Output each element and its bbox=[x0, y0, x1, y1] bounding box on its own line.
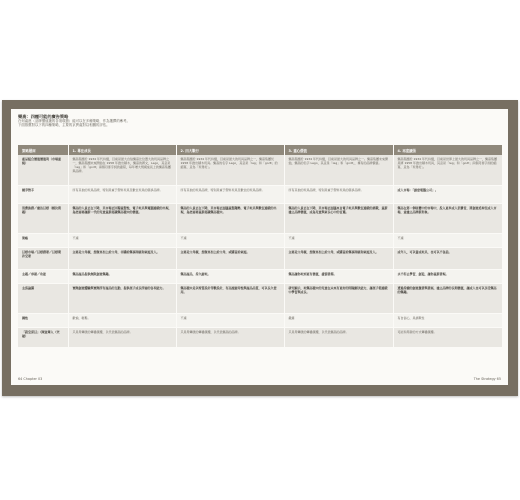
row-label: 目標市場／目標群眾／目標期許受眾 bbox=[18, 247, 68, 269]
table-cell: 所有其他的玩具品牌，特別是重于塑料玩具及數位的玩具品牌。 bbox=[176, 185, 284, 203]
header-cell: 2. 四大戰行 bbox=[176, 145, 284, 155]
table-cell: 不適 bbox=[68, 233, 176, 247]
table-cell: 主要是父母親，想做再加上給父母，或購買給樂事開就和家庭及人。 bbox=[284, 247, 393, 269]
table-cell: 樂高產品，持久耐玩。 bbox=[176, 269, 284, 283]
table-row bbox=[18, 327, 502, 347]
table-cell: 可能和用新的方式傳播媒體。 bbox=[393, 327, 502, 347]
table-cell: 不適 bbox=[176, 313, 284, 327]
table-row bbox=[18, 203, 502, 233]
table-cell: 樂高讓你玩到更有價值，盡情發揮。 bbox=[284, 269, 393, 283]
table-cell: 歡愉，輕鬆。 bbox=[68, 313, 176, 327]
row-label: 主題／承諾／功能 bbox=[18, 269, 68, 283]
strategy-table bbox=[18, 145, 503, 348]
table-row bbox=[18, 155, 502, 185]
table-cell: 不適 bbox=[393, 233, 502, 247]
table-row bbox=[18, 283, 502, 313]
page bbox=[11, 109, 508, 385]
row-label: 主張論據 bbox=[18, 283, 68, 313]
page-subtitle-line-1: 在何處進（品牌價值鏈的各項環節）能可以在多種策略，作為選擇的參考。 bbox=[18, 119, 130, 123]
table-row bbox=[18, 247, 502, 269]
table-cell: 樂高集團於 1934 年代持續，目前是最大的玩具品牌之一。樂高集團未來開始，樂高的名字 Lego，其意是「leg」和「godt」，擁有的品牌價值。 bbox=[284, 155, 393, 185]
table-cell: 樂高集團於 1934 年代持續，目前是世界上最大的玩具品牌之一，樂高集團是將 1958 年推出積木玩具，其意是「leg」和「godt」兩個丹麥字詞的縮寫，意為「玩得好」。 bbox=[393, 155, 502, 185]
table-cell: 樂高積木是以特質設計等數設計，有高度耐用性與產品品質，可以長久使用。 bbox=[176, 283, 284, 313]
table-cell: 所有其他的玩具品牌，特別是重于塑料玩具及數位玩具的競爭品牌。 bbox=[68, 185, 176, 203]
table-cell: 樂高集團於 1934 年代持續，目前是最大的玩具品牌之一，樂高集團於 1958 年推出積木玩具。樂高的名字 Lego，其意是「leg」和「godt」的縮寫，意為「玩得好」。 bbox=[176, 155, 284, 185]
page-subtitle-line-2: 下面推薦對以下的四種策略，主要的京異處對以相關的評估。 bbox=[18, 123, 110, 128]
row-label: 產品組合價值價值利（市場面貌） bbox=[18, 155, 68, 185]
table-cell: 樂高的人員正在下降，其市場正回獨重塑性，電子玩具與電腦遊戲的出現，為此需要讓新一代的兒童重新認識樂高積木的價值。 bbox=[68, 203, 176, 233]
header-cell: 策略層面 bbox=[18, 145, 68, 155]
table-cell: 主要是父母親，想做再加上給父母，非購給樂事開就和家庭及人。 bbox=[68, 247, 176, 269]
title-block bbox=[18, 114, 318, 128]
header-cell: 4. 再度擴張 bbox=[393, 145, 502, 155]
table-cell: 成年人，可以當成玩具，也可以不包括。 bbox=[393, 247, 502, 269]
table-cell: 只是用傳統的傳播媒體，以代表樂高的品牌。 bbox=[284, 327, 393, 347]
table-cell: 樂高的人員正在下降，其市場正面臨重塑趨勢，電子玩具與數位遊戲的出現，為此需要重新認識樂高積木。 bbox=[176, 203, 284, 233]
table-row bbox=[18, 185, 502, 203]
table-cell: 樂高在第一個收穫中的市場中，投入更多成人消費者，將創意延伸至成人市場，並建立品牌新形象。 bbox=[393, 203, 502, 233]
table-row bbox=[18, 313, 502, 327]
table-cell: 只是用傳統的傳播媒體，以代表樂高的品牌。 bbox=[68, 327, 176, 347]
table-cell: 永不停止學習，創造，讓你重新發現。 bbox=[393, 269, 502, 283]
header-cell: 1. 專注成長 bbox=[68, 145, 176, 155]
page-title: 樂高：四種可能的廣告策略 bbox=[18, 114, 69, 119]
book-spread bbox=[2, 100, 518, 396]
row-label: 競爭對手 bbox=[18, 185, 68, 203]
table-cell: 不適 bbox=[284, 233, 393, 247]
table-cell: 透過持續的創意激發與發展，建立品牌的長期價值，讓成人也可以享受樂高的樂趣。 bbox=[393, 283, 502, 313]
page-number-left: 64 Chapter 03 bbox=[18, 377, 43, 381]
table-cell: 所有其他的玩具品牌，特別是重于塑料玩具的競爭品牌。 bbox=[284, 185, 393, 203]
row-label: 調性 bbox=[18, 313, 68, 327]
header-cell: 3. 重心價值 bbox=[284, 145, 393, 155]
table-cell: 實際創意體驗與實際所有產品的互動，提供孩子成長所需的各項能力。 bbox=[68, 283, 176, 313]
table-cell: 不適 bbox=[176, 233, 284, 247]
table-cell: 樂高的人員正在下降，其市場正面臨來自電子玩具與數位遊戲的挑戰，重新建立品牌價值，成為兒童與家長心中的首選。 bbox=[284, 203, 393, 233]
table-cell: 樂高集團於 1934 年代持續，目前是最大自信樂高比位置大的玩具品牌之一，樂高集團未來開始在 1958 年推出積木，樂高的將文，Lego，其意是「leg」和「godt」兩個丹麥字詞的縮寫，每年增大規模成長上的樂高集團與品牌。 bbox=[68, 155, 176, 185]
table-header-row bbox=[18, 145, 502, 155]
table-cell: 只是用傳統的傳播媒體，以代表樂高的品牌。 bbox=[176, 327, 284, 347]
table-row bbox=[18, 233, 502, 247]
row-label: 消費族群／廣告目標（解決問題） bbox=[18, 203, 68, 233]
table-cell: 樂高產品提供無限創意樂趣。 bbox=[68, 269, 176, 283]
table-row bbox=[18, 269, 502, 283]
page-number-right: The Strategy 65 bbox=[473, 377, 501, 381]
row-label: 「殺至深目」（陳宣傳入（突破） bbox=[18, 327, 68, 347]
table-cell: 研究顯示，玩樂高積木的兒童在未來有更好的問題解決能力，讓孩子從遊戲中學習與成長。 bbox=[284, 283, 393, 313]
table-cell: 成人市場：「創意電腦公司」。 bbox=[393, 185, 502, 203]
table-cell: 主要是父母親，想做再加上給父母，或購買給家庭。 bbox=[176, 247, 284, 269]
table-cell: 嚴肅 bbox=[284, 313, 393, 327]
row-label: 策略 bbox=[18, 233, 68, 247]
table-cell: 有自信心，具挑戰性 bbox=[393, 313, 502, 327]
